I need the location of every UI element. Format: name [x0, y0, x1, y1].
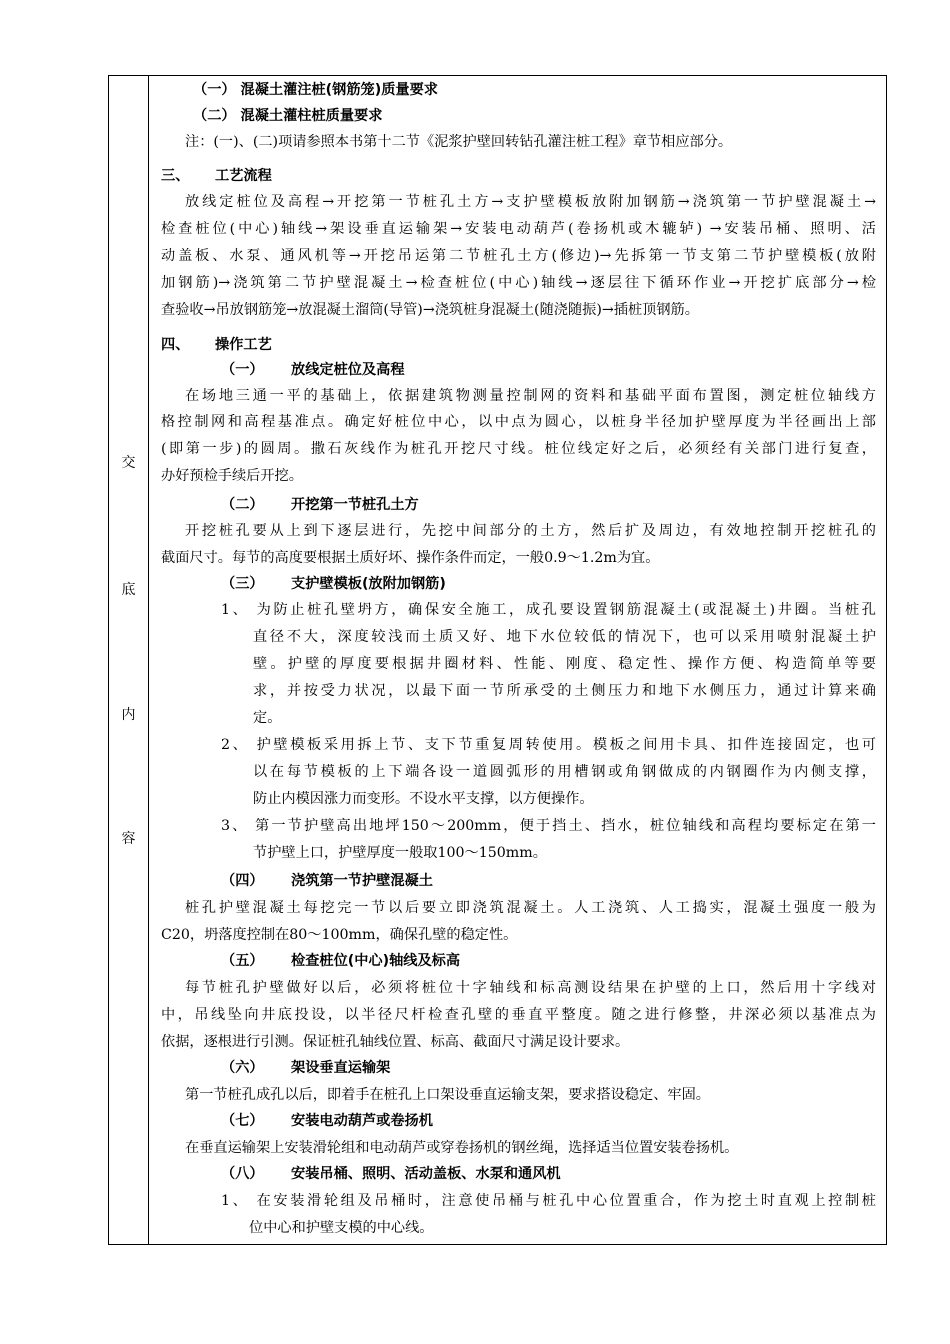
side-label-column — [109, 76, 149, 1244]
subsection-number: （四） — [221, 873, 264, 889]
section-title: 操作工艺 — [215, 337, 272, 353]
list-item-line: 求，并按受力状况，以最下面一节所承受的土侧压力和地下水侧压力，通过计算来确 — [253, 683, 876, 699]
list-item-line: 1、 在安装滑轮组及吊桶时，注意使吊桶与桩孔中心位置重合，作为挖土时直观上控制桩 — [221, 1193, 876, 1209]
side-label-char: 交 — [121, 455, 136, 471]
subsection-number: （八） — [221, 1166, 264, 1182]
list-item-line: 定。 — [253, 710, 282, 726]
paragraph-line: 动盖板、水泵、通风机等→开挖吊运第二节桩孔土方(修边)→先拆第一节支第二节护壁模板(放附 — [161, 248, 876, 264]
subsection-title: 开挖第一节桩孔土方 — [291, 497, 419, 513]
subsection-number: （五） — [221, 953, 264, 969]
subsection-title: 架设垂直运输架 — [291, 1060, 391, 1076]
section-number: 四、 — [161, 337, 190, 353]
side-label-char: 底 — [121, 582, 136, 598]
subsection-title: 支护壁模板(放附加钢筋) — [291, 576, 446, 592]
subsection-number: （三） — [221, 576, 264, 592]
paragraph-line: 每节桩孔护壁做好以后，必须将桩位十字轴线和标高测设结果在护壁的上口，然后用十字线对 — [185, 980, 876, 996]
paragraph-line: (即第一步)的圆周。撒石灰线作为桩孔开挖尺寸线。桩位线定好之后，必须经有关部门进行复查， — [161, 441, 876, 457]
paragraph-line: 依据，逐根进行引测。保证桩孔轴线位置、标高、截面尺寸满足设计要求。 — [161, 1034, 630, 1050]
paragraph-line: 截面尺寸。每节的高度要根据土质好坏、操作条件而定，一般0.9～1.2m为宜。 — [161, 550, 660, 566]
paragraph-line: 查验收→吊放钢筋笼→放混凝土溜筒(导管)→浇筑桩身混凝土(随浇随振)→插桩顶钢筋。 — [161, 302, 699, 318]
subsection-number: （一） — [221, 362, 264, 378]
subsection-number: （二） — [221, 497, 264, 513]
subsection-title: 放线定桩位及高程 — [291, 362, 405, 378]
subsection-title: 检查桩位(中心)轴线及标高 — [291, 953, 461, 969]
list-item-line: 位中心和护壁支模的中心线。 — [249, 1220, 434, 1236]
subsection-heading: （二） 混凝土灌柱桩质量要求 — [193, 108, 383, 124]
list-item-line: 直径不大，深度较浅而土质又好、地下水位较低的情况下，也可以采用喷射混凝土护 — [253, 629, 876, 645]
paragraph-line: 开挖桩孔要从上到下逐层进行，先挖中间部分的土方，然后扩及周边，有效地控制开挖桩孔的 — [185, 523, 876, 539]
subsection-number: （七） — [221, 1113, 264, 1129]
paragraph-line: 在场地三通一平的基础上，依据建筑物测量控制网的资料和基础平面布置图，测定桩位轴线方 — [185, 388, 876, 404]
list-item-line: 壁。护壁的厚度要根据井圈材料、性能、刚度、稳定性、操作方便、构造简单等要 — [253, 656, 876, 672]
subsection-title: 安装吊桶、照明、活动盖板、水泵和通风机 — [291, 1166, 561, 1182]
paragraph-line: 办好预检手续后开挖。 — [161, 468, 303, 484]
list-item-line: 3、 第一节护壁高出地坪150～200mm，便于挡土、挡水，桩位轴线和高程均要标定在第一 — [221, 818, 876, 834]
subsection-title: 浇筑第一节护壁混凝土 — [291, 873, 433, 889]
section-number: 三、 — [161, 168, 190, 184]
side-label-char: 容 — [121, 831, 136, 847]
subsection-number: （六） — [221, 1060, 264, 1076]
subsection-title: 安装电动葫芦或卷扬机 — [291, 1113, 433, 1129]
side-label-char: 内 — [121, 707, 136, 723]
paragraph-line: 第一节桩孔成孔以后，即着手在桩孔上口架设垂直运输支架，要求搭设稳定、牢固。 — [185, 1087, 710, 1103]
paragraph-line: 格控制网和高程基准点。确定好桩位中心，以中点为圆心，以桩身半径加护壁厚度为半径画出上部 — [161, 414, 876, 430]
section-title: 工艺流程 — [215, 168, 272, 184]
paragraph-line: 桩孔护壁混凝土每挖完一节以后要立即浇筑混凝土。人工浇筑、人工捣实，混凝土强度一般为 — [185, 900, 876, 916]
list-item-line: 2、 护壁模板采用拆上节、支下节重复周转使用。模板之间用卡具、扣件连接固定，也可 — [221, 737, 876, 753]
paragraph-line: 在垂直运输架上安装滑轮组和电动葫芦或穿卷扬机的钢丝绳，选择适当位置安装卷扬机。 — [185, 1140, 739, 1156]
list-item-line: 节护壁上口，护壁厚度一般取100～150mm。 — [253, 845, 547, 861]
paragraph-line: 检查桩位(中心)轴线→架设垂直运输架→安装电动葫芦(卷扬机或木辘轳) →安装吊桶、照明、活 — [161, 221, 876, 237]
disclosure-table — [108, 75, 887, 1245]
paragraph-line: C20，坍落度控制在80～100mm，确保孔壁的稳定性。 — [161, 927, 518, 943]
list-item-line: 1、 为防止桩孔壁坍方，确保安全施工，成孔要设置钢筋混凝土(或混凝土)井圈。当桩孔 — [221, 602, 876, 618]
list-item-line: 防止内模因涨力而变形。不设水平支撑，以方便操作。 — [253, 791, 594, 807]
paragraph-line: 放线定桩位及高程→开挖第一节桩孔土方→支护壁模板放附加钢筋→浇筑第一节护壁混凝土→ — [185, 194, 876, 210]
subsection-heading: （一） 混凝土灌注桩(钢筋笼)质量要求 — [193, 82, 438, 98]
paragraph-line: 加钢筋)→浇筑第二节护壁混凝土→检查桩位(中心)轴线→逐层往下循环作业→开挖扩底部分→检 — [161, 275, 876, 291]
content-area — [149, 76, 886, 1244]
list-item-line: 以在每节模板的上下端各设一道圆弧形的用槽钢或角钢做成的内钢圈作为内侧支撑， — [253, 764, 876, 780]
note-text: 注：(一)、(二)项请参照本书第十二节《泥浆护壁回转钻孔灌注桩工程》章节相应部分。 — [185, 134, 733, 150]
paragraph-line: 中，吊线坠向井底投设，以半径尺杆检查孔壁的垂直平整度。随之进行修整，井深必须以基准点为 — [161, 1007, 876, 1023]
